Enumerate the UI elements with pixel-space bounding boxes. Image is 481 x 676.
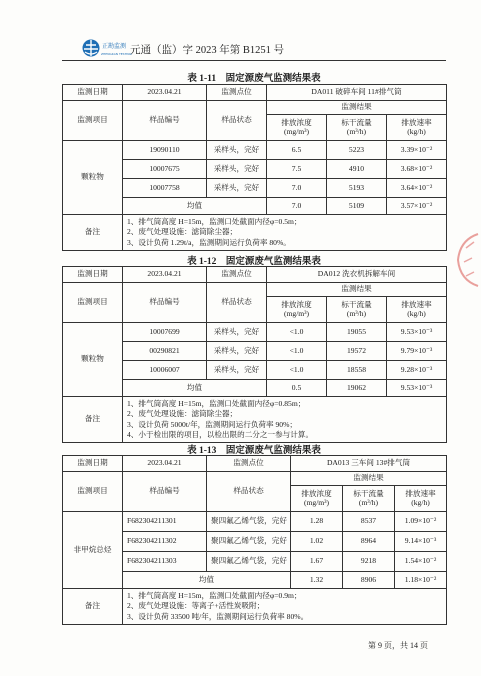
date-value: 2023.04.21 bbox=[123, 456, 207, 472]
point-value: DA013 三车间 13#排气筒 bbox=[291, 456, 447, 472]
date-value: 2023.04.21 bbox=[123, 267, 207, 283]
sample-state: 采样头，完好 bbox=[207, 160, 267, 179]
flow-value: 5223 bbox=[327, 141, 387, 160]
conc-header: 排放浓度 (mg/m³) bbox=[267, 297, 327, 323]
conc-value: <1.0 bbox=[267, 323, 327, 342]
flow-value: 8537 bbox=[343, 512, 395, 532]
rate-value: 9.53×10⁻³ bbox=[387, 323, 447, 342]
flow-header: 标干流量 (m³/h) bbox=[327, 115, 387, 141]
header-divider bbox=[62, 60, 446, 61]
item-value: 颗粒物 bbox=[63, 141, 123, 215]
logo-text: 正勘监测 bbox=[102, 43, 127, 50]
sample-state: 采样头，完好 bbox=[207, 342, 267, 361]
note-label: 备注 bbox=[63, 397, 123, 443]
conc-header: 排放浓度 (mg/m³) bbox=[291, 486, 343, 512]
avg-label: 均值 bbox=[123, 380, 267, 397]
flow-value: 19572 bbox=[327, 342, 387, 361]
flow-value: 5193 bbox=[327, 179, 387, 198]
point-value: DA011 破碎车间 11#排气筒 bbox=[267, 85, 447, 101]
note-label: 备注 bbox=[63, 215, 123, 251]
avg-label: 均值 bbox=[123, 198, 267, 215]
state-label: 样品状态 bbox=[207, 472, 291, 512]
flow-value: 8964 bbox=[343, 532, 395, 552]
date-label: 监测日期 bbox=[63, 267, 123, 283]
point-value: DA012 洗衣机拆解车间 bbox=[267, 267, 447, 283]
table-1-13 bbox=[62, 455, 447, 625]
company-logo-icon bbox=[82, 37, 132, 59]
avg-flow: 8906 bbox=[343, 572, 395, 589]
sample-state: 聚四氟乙烯气袋，完好 bbox=[207, 552, 291, 572]
conc-value: 6.5 bbox=[267, 141, 327, 160]
point-label: 监测点位 bbox=[207, 456, 291, 472]
avg-rate: 9.53×10⁻³ bbox=[387, 380, 447, 397]
conc-value: 1.28 bbox=[291, 512, 343, 532]
point-label: 监测点位 bbox=[207, 267, 267, 283]
date-label: 监测日期 bbox=[63, 456, 123, 472]
item-value: 非甲烷总烃 bbox=[63, 512, 123, 589]
rate-value: 1.54×10⁻² bbox=[395, 552, 447, 572]
avg-flow: 5109 bbox=[327, 198, 387, 215]
rate-value: 9.14×10⁻³ bbox=[395, 532, 447, 552]
page-number: 第 9 页，共 14 页 bbox=[368, 641, 428, 650]
result-label: 监测结果 bbox=[291, 472, 447, 486]
rate-header: 排放速率 (kg/h) bbox=[387, 115, 447, 141]
rate-header: 排放速率 (kg/h) bbox=[387, 297, 447, 323]
state-label: 样品状态 bbox=[207, 101, 267, 141]
notes: 1、排气筒高度 H=15m，监测口处截面内径φ=0.9m； 2、废气处理设施：等离子+活性炭吸附； 3、设计负荷 33500 吨/年，监测期间运行负荷率 80%。 bbox=[123, 589, 447, 625]
sample-id: F682304211303 bbox=[123, 552, 207, 572]
sample-id: F682304211302 bbox=[123, 532, 207, 552]
sample-id: 10006007 bbox=[123, 361, 207, 380]
notes: 1、排气筒高度 H=15m，监测口处截面内径φ=0.5m； 2、废气处理设施：滤筒除尘器； 3、设计负荷 1.29t/a，监测期间运行负荷率 80%。 bbox=[123, 215, 447, 251]
sample-id: 10007758 bbox=[123, 179, 207, 198]
document-number: 元通（监）字 2023 年第 B1251 号 bbox=[130, 45, 285, 56]
result-label: 监测结果 bbox=[267, 283, 447, 297]
flow-header: 标干流量 (m³/h) bbox=[343, 486, 395, 512]
result-label: 监测结果 bbox=[267, 101, 447, 115]
item-value: 颗粒物 bbox=[63, 323, 123, 397]
conc-header: 排放浓度 (mg/m³) bbox=[267, 115, 327, 141]
logo-subtext: ZHENGKAN TESTING bbox=[101, 52, 132, 56]
table-1-11-title: 表 1-11 固定源废气监测结果表 bbox=[187, 74, 321, 84]
conc-value: 1.67 bbox=[291, 552, 343, 572]
conc-value: <1.0 bbox=[267, 342, 327, 361]
flow-header: 标干流量 (m³/h) bbox=[327, 297, 387, 323]
sample-state: 聚四氟乙烯气袋，完好 bbox=[207, 512, 291, 532]
sample-state: 采样头，完好 bbox=[207, 141, 267, 160]
conc-value: 7.0 bbox=[267, 179, 327, 198]
rate-value: 9.28×10⁻³ bbox=[387, 361, 447, 380]
conc-value: 1.02 bbox=[291, 532, 343, 552]
sample-state: 采样头，完好 bbox=[207, 179, 267, 198]
conc-value: 7.5 bbox=[267, 160, 327, 179]
rate-value: 9.79×10⁻³ bbox=[387, 342, 447, 361]
flow-value: 18558 bbox=[327, 361, 387, 380]
table-row bbox=[63, 141, 447, 160]
table-1-11 bbox=[62, 84, 447, 251]
state-label: 样品状态 bbox=[207, 283, 267, 323]
sample-id: F682304211301 bbox=[123, 512, 207, 532]
note-label: 备注 bbox=[63, 589, 123, 625]
rate-value: 1.09×10⁻² bbox=[395, 512, 447, 532]
sample-id: 10007675 bbox=[123, 160, 207, 179]
rate-value: 3.64×10⁻² bbox=[387, 179, 447, 198]
point-label: 监测点位 bbox=[207, 85, 267, 101]
conc-value: <1.0 bbox=[267, 361, 327, 380]
flow-value: 19055 bbox=[327, 323, 387, 342]
date-value: 2023.04.21 bbox=[123, 85, 207, 101]
sample-label: 样品编号 bbox=[123, 101, 207, 141]
rate-header: 排放速率 (kg/h) bbox=[395, 486, 447, 512]
table-row bbox=[63, 323, 447, 342]
avg-rate: 3.57×10⁻² bbox=[387, 198, 447, 215]
avg-conc: 0.5 bbox=[267, 380, 327, 397]
flow-value: 4910 bbox=[327, 160, 387, 179]
date-label: 监测日期 bbox=[63, 85, 123, 101]
avg-label: 均值 bbox=[123, 572, 291, 589]
sample-state: 聚四氟乙烯气袋，完好 bbox=[207, 532, 291, 552]
item-label: 监测项目 bbox=[63, 472, 123, 512]
table-row bbox=[63, 512, 447, 532]
sample-state: 采样头，完好 bbox=[207, 323, 267, 342]
sample-id: 00290821 bbox=[123, 342, 207, 361]
table-1-13-title: 表 1-13 固定源废气监测结果表 bbox=[187, 446, 321, 456]
sample-state: 采样头，完好 bbox=[207, 361, 267, 380]
rate-value: 3.39×10⁻² bbox=[387, 141, 447, 160]
item-label: 监测项目 bbox=[63, 101, 123, 141]
item-label: 监测项目 bbox=[63, 283, 123, 323]
seal-stamp-icon bbox=[452, 230, 480, 290]
sample-label: 样品编号 bbox=[123, 472, 207, 512]
avg-conc: 7.0 bbox=[267, 198, 327, 215]
table-1-12 bbox=[62, 266, 447, 443]
sample-id: 19090110 bbox=[123, 141, 207, 160]
rate-value: 3.68×10⁻² bbox=[387, 160, 447, 179]
notes: 1、排气筒高度 H=15m，监测口处截面内径φ=0.85m； 2、废气处理设施：滤筒除尘器； 3、设计负荷 5000t/年，监测期间运行负荷率 90%； 4、小于检出限的项目，以检出限的二分之一参与计算。 bbox=[123, 397, 447, 443]
avg-rate: 1.18×10⁻² bbox=[395, 572, 447, 589]
flow-value: 9218 bbox=[343, 552, 395, 572]
avg-conc: 1.32 bbox=[291, 572, 343, 589]
sample-id: 10007699 bbox=[123, 323, 207, 342]
avg-flow: 19062 bbox=[327, 380, 387, 397]
table-1-12-title: 表 1-12 固定源废气监测结果表 bbox=[187, 257, 321, 267]
sample-label: 样品编号 bbox=[123, 283, 207, 323]
